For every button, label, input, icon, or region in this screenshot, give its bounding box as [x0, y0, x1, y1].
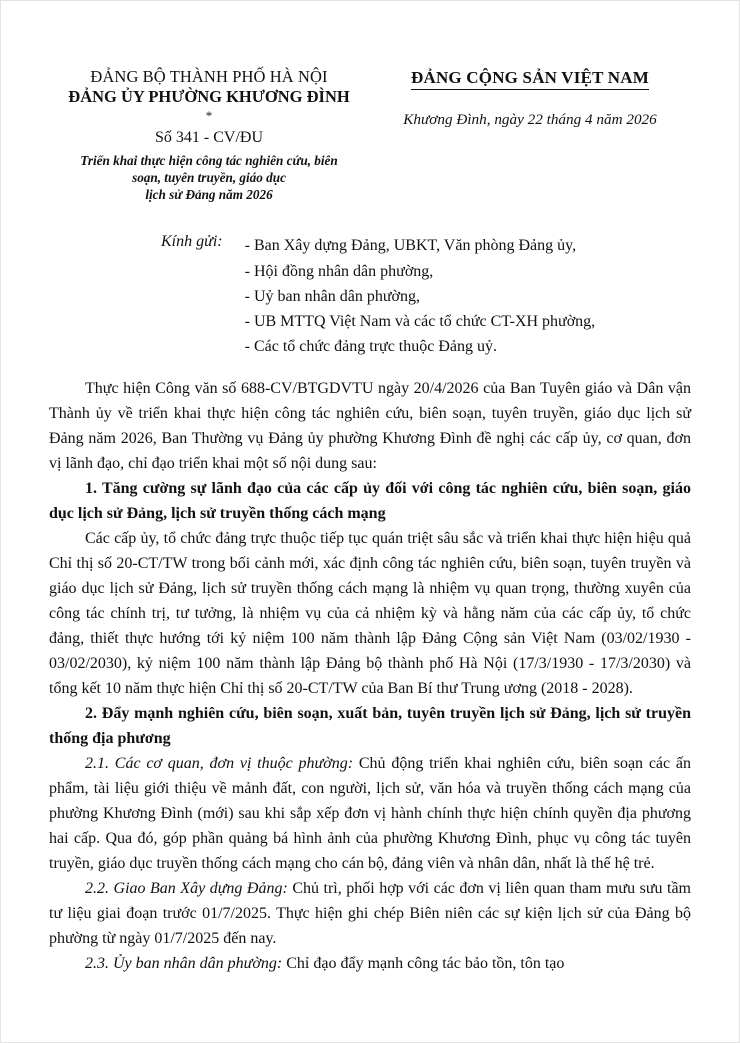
recipient-item: - Các tổ chức đảng trực thuộc Đảng uỷ. — [244, 338, 497, 356]
page-inner — [1, 1, 739, 976]
section-1-heading: 1. Tăng cường sự lãnh đạo của các cấp ủy đối với công tác nghiên cứu, biên soạn, giáo dục lịch sử Đảng, lịch sử truyền thống cách mạng — [49, 479, 691, 522]
recipients-list — [245, 233, 691, 359]
org-name: ĐẢNG ỦY PHƯỜNG KHƯƠNG ĐÌNH — [68, 87, 350, 107]
place-and-date: Khương Đình, ngày 22 tháng 4 năm 2026 — [403, 111, 657, 128]
recipient-item: - Ban Xây dựng Đảng, UBKT, Văn phòng Đảng ủy, — [244, 237, 577, 255]
letterhead — [49, 67, 691, 203]
document-number: Số 341 - CV/ĐU — [154, 128, 263, 146]
intro-paragraph: Thực hiện Công văn số 688-CV/BTGDVTU ngày 20/4/2026 của Ban Tuyên giáo và Dân vận Thành ủy về triển khai thực hiện công tác nghiên cứu, biên soạn, tuyên truyền, giáo dục lịch sử Đảng năm 2026, Ban Thường vụ Đảng ủy phường Khương Đình đề nghị các cấp ủy, cơ quan, đơn vị lãnh đạo, chỉ đạo triển khai một số nội dung sau: — [49, 379, 691, 472]
item-2-1-lead: 2.1. Các cơ quan, đơn vị thuộc phường: — [85, 755, 354, 773]
national-motto: ĐẢNG CỘNG SẢN VIỆT NAM — [411, 68, 649, 90]
item-2-2-lead: 2.2. Giao Ban Xây dựng Đảng: — [85, 880, 288, 898]
document-subject-line-3: lịch sử Đảng năm 2026 — [145, 187, 273, 203]
issuing-authority-block — [49, 67, 369, 203]
org-parent-name: ĐẢNG BỘ THÀNH PHỐ HÀ NỘI — [90, 67, 328, 86]
recipient-item: - Hội đồng nhân dân phường, — [244, 262, 434, 280]
item-2-3-lead: 2.3. Ủy ban nhân dân phường: — [85, 955, 283, 973]
section-2-heading: 2. Đẩy mạnh nghiên cứu, biên soạn, xuất bản, tuyên truyền lịch sử Đảng, lịch sử truyền thống địa phương — [49, 705, 691, 748]
document-subject-line-2: soạn, tuyên truyền, giáo dục — [132, 170, 286, 186]
item-2-2-paragraph — [49, 876, 691, 951]
recipient-item: - Uỷ ban nhân dân phường, — [244, 287, 420, 305]
document-subject — [49, 152, 369, 203]
item-2-1-text: Chủ động triển khai nghiên cứu, biên soạn các ấn phẩm, tài liệu giới thiệu về mảnh đất, con người, lịch sử, văn hóa và truyền thống cách mạng của phường Khương Đình (mới) sau khi sắp xếp đơn vị hành chính thực hiện chính quyền địa phương hai cấp. Qua đó, góp phần quảng bá hình ảnh của phường Khương Đình, phục vụ công tác tuyên truyền, giáo dục truyền thống cách mạng cho cán bộ, đảng viên và nhân dân, nhất là thế hệ trẻ. — [49, 755, 692, 873]
section-1-paragraph: Các cấp ủy, tổ chức đảng trực thuộc tiếp tục quán triệt sâu sắc và triển khai thực hiện hiệu quả Chỉ thị số 20-CT/TW trong bối cảnh mới, xác định công tác nghiên cứu, biên soạn, tuyên truyền và giáo dục lịch sử Đảng, lịch sử truyền thống cách mạng là nhiệm vụ quan trọng, thường xuyên của công tác chính trị, tư tưởng, là nhiệm vụ của cả nhiệm kỳ và hằng năm của các cấp ủy, tổ chức đảng, thiết thực hướng tới kỷ niệm 100 năm thành lập Đảng Cộng sản Việt Nam (03/02/1930 - 03/02/2030), kỷ niệm 100 năm thành lập Đảng bộ thành phố Hà Nội (17/3/1930 - 17/3/2030) và tổng kết 10 năm thực hiện Chỉ thị số 20-CT/TW của Ban Bí thư Trung ương (2018 - 2028). — [49, 529, 691, 698]
recipients-label: Kính gửi: — [161, 233, 223, 251]
national-heading-block — [369, 67, 691, 129]
item-2-3-paragraph — [49, 951, 691, 976]
separator-asterisk: * — [205, 108, 213, 124]
item-2-1-paragraph — [49, 751, 691, 876]
recipient-item: - UB MTTQ Việt Nam và các tổ chức CT-XH phường, — [244, 313, 596, 331]
item-2-2-text: Chủ trì, phối hợp với các đơn vị liên quan tham mưu sưu tầm tư liệu giai đoạn trước 01/7/2025. Thực hiện ghi chép Biên niên các sự kiện lịch sử của Đảng bộ phường từ ngày 01/7/2025 đến nay. — [49, 880, 691, 948]
document-body — [49, 376, 691, 977]
recipients-block — [49, 233, 691, 359]
document-subject-line-1: Triển khai thực hiện công tác nghiên cứu, biên — [80, 152, 338, 168]
item-2-3-text: Chỉ đạo đẩy mạnh công tác bảo tồn, tôn tạo — [282, 955, 565, 973]
